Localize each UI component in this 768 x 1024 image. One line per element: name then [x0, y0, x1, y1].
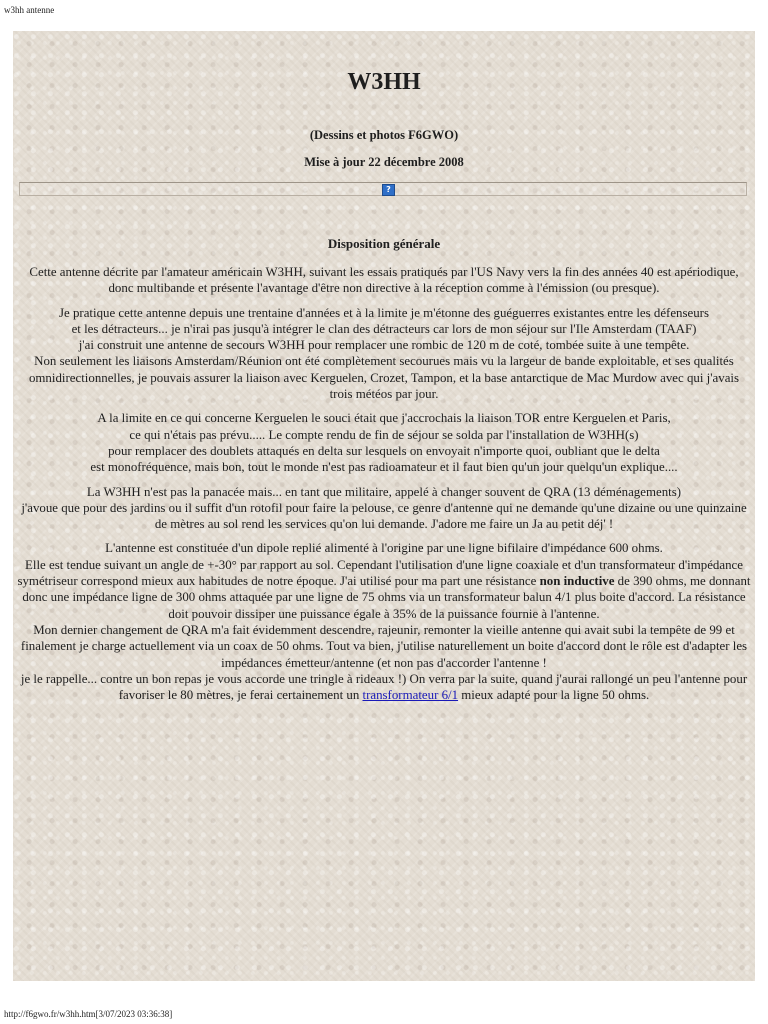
text-line: Cette antenne décrite par l'amateur américain W3HH, suivant les essais pratiqués par l'US Navy vers la fin des années 40 [29, 265, 654, 279]
text-line: mieux adapté pour la ligne 50 ohms. [458, 688, 650, 703]
transformer-link[interactable]: transformateur 6/1 [362, 688, 459, 703]
text-line: une résistance [463, 574, 540, 589]
print-header: w3hh antenne [4, 5, 55, 15]
text-line: ce qui n'étais pas prévu..... Le compte rendu de fin de séjour se solda par l'installation de W3HH(s) [129, 427, 639, 442]
text-line: Elle est tendue suivant un angle de +-30° par rapport au sol. Cependant l'utilisation d'une ligne coaxiale et d'un [25, 557, 597, 572]
text-line: et les détracteurs... je n'irai pas jusqu'à intégrer le clan des détracteurs car lors de mon séjour sur l'Ile Amsterdam (TAAF) [71, 321, 697, 336]
page-title: W3HH [347, 69, 421, 95]
print-footer: http://f6gwo.fr/w3hh.htm[3/07/2023 03:36:38] [4, 1009, 173, 1019]
text-line: égale à 35% de la puissance fournie à l'antenne. [353, 606, 600, 621]
paragraph-5 [17, 540, 751, 703]
paragraph-1 [17, 264, 751, 297]
section-title: Disposition générale [327, 236, 441, 251]
text-line: pour remplacer des doublets attaqués en delta sur lesquels on envoyait n'importe quoi, oubliant que le delta [108, 443, 660, 458]
text-line: je le rappelle... contre un bon repas je vous accorde une tringle à rideaux !) On verra par la suite, quand j'aurai rallongé [20, 671, 634, 686]
text-line: est monofréquence, mais bon, tout le monde n'est pas radioamateur et il faut bien qu'un jour quelqu'un explique.... [90, 460, 678, 475]
paragraph-3 [17, 410, 751, 475]
text-line: transformateur d'impédance symétriseur correspond mieux aux habitudes de notre époque. J'ai utilisé pour ma part [17, 557, 743, 589]
text-line: est apériodique, donc multibande et présente l'avantage d'être non directive à la réception comme à l'émission (ou presque). [108, 265, 739, 296]
text-line: Je pratique cette antenne depuis une trentaine d'années et à la limite je m'étonne des guéguerres existantes entre les défenseurs [59, 305, 709, 320]
text-line: exploitable, et ses qualités omnidirectionnelles, je pouvais assurer la liaison avec Kerguelen, Crozet, Tampon, et la base [28, 354, 734, 385]
paragraph-2 [17, 305, 751, 403]
text-line: naturellement un boite d'accord dont le rôle est d'adapter les impédances émetteur/antenne (et non pas d'accorder l'antenne ! [221, 639, 748, 670]
text-line: antarctique de Mac Murdow avec qui j'avais trois météos par jour. [329, 370, 740, 402]
paragraph-4 [17, 484, 751, 533]
article-body [17, 264, 751, 711]
bold-term: non inductive [539, 574, 615, 589]
text-line: L'antenne est constituée d'un dipole replié alimenté à l'origine par une ligne bifilaire d'impédance 600 ohms. [105, 541, 663, 556]
help-icon[interactable]: ? [382, 184, 395, 196]
text-line: un peu l'antenne pour favoriser le 80 mètres, je ferai certainement un [118, 671, 748, 703]
text-line: j'avoue que pour des jardins ou il suffit d'un rotofil pour faire la pelouse, ce genre d'antenne qui ne demande qu'une [21, 500, 615, 515]
page-content [13, 31, 755, 981]
text-line: A la limite en ce qui concerne Kerguelen le souci était que j'accrochais la liaison TOR entre Kerguelen et Paris, [97, 411, 671, 426]
text-line: j'ai construit une antenne de secours W3HH pour remplacer une rombic de 120 m de coté, tombée suite à une tempête. [78, 338, 690, 353]
update-date: Mise à jour 22 décembre 2008 [304, 155, 464, 169]
text-line: de 390 ohms, me donnant donc une impédance ligne de 300 ohms attaquée par une [22, 574, 751, 605]
text-line: La W3HH n'est pas la panacée mais... en tant que militaire, appelé à changer souvent de QRA (13 déménagements) [86, 484, 682, 499]
text-line: Mon dernier changement de QRA m'a fait évidemment descendre, rajeunir, remonter la vieille antenne qui avait [33, 622, 610, 637]
text-line: subi la tempête de 99 et finalement je charge actuellement via un coax de 50 ohms. Tout va bien, j'utilise [20, 622, 735, 654]
divider-bar [19, 182, 747, 196]
text-line: ligne de 75 ohms via un transformateur balun 4/1 plus boite d'accord. La résistance doit pouvoir dissiper une puissance [168, 590, 746, 621]
text-line: Non seulement les liaisons Amsterdam/Réunion ont été complètement secourues mais vu la largeur de bande [34, 354, 596, 369]
credits: (Dessins et photos F6GWO) [309, 128, 459, 142]
text-line: dizaine ou une quinzaine de mètres au sol rend les services qu'on lui demande. J'adore me faire un Ja au petit déj' ! [154, 500, 747, 532]
